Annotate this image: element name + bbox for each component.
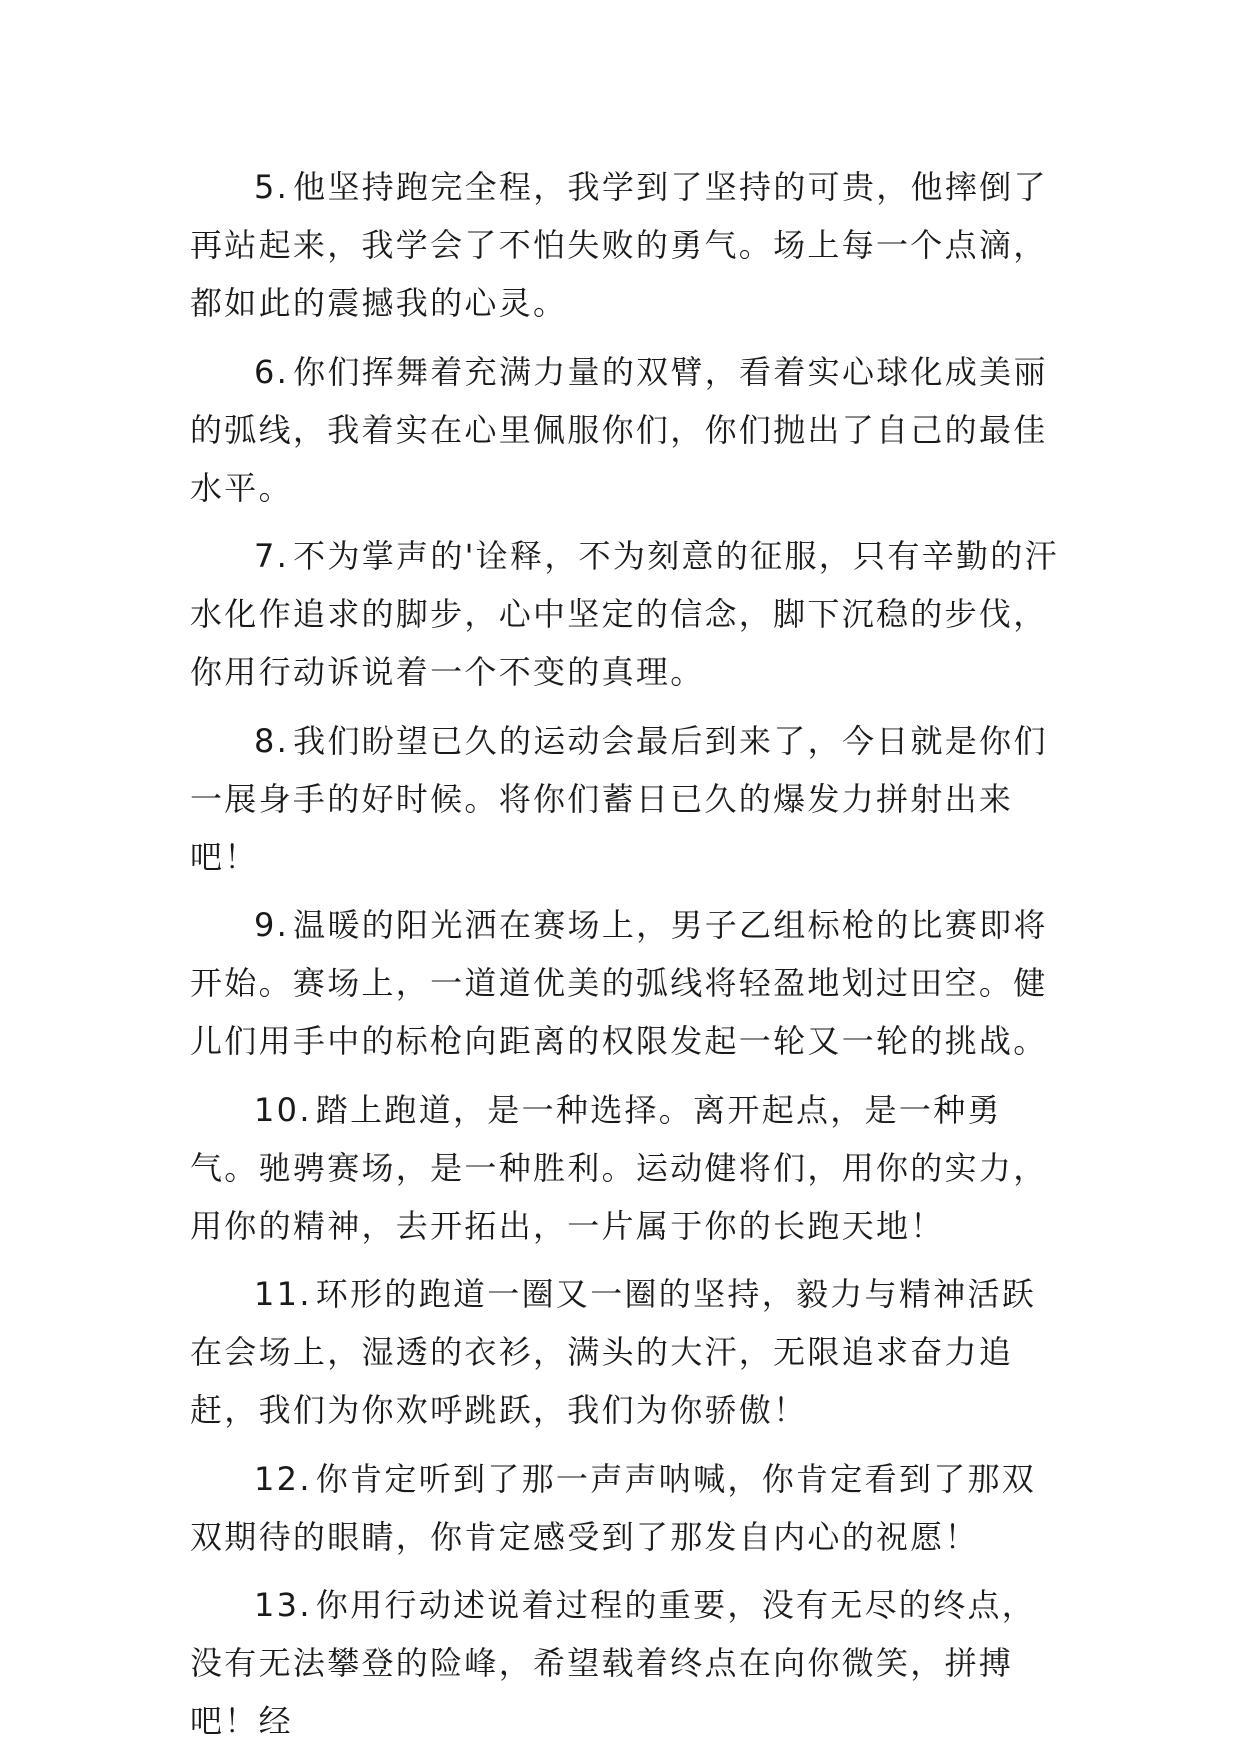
paragraph-text: 你肯定听到了那一声声呐喊，你肯定看到了那双双期待的眼睛，你肯定感受到了那发自内心的祝愿！ xyxy=(190,1459,1037,1556)
paragraph-number: 9. xyxy=(254,906,290,944)
paragraph-8 xyxy=(190,712,1070,886)
paragraph-11 xyxy=(190,1265,1070,1439)
paragraph-number: 8. xyxy=(254,721,290,760)
paragraph-number: 10. xyxy=(254,1090,312,1129)
paragraph-7 xyxy=(190,527,1070,701)
paragraph-12 xyxy=(190,1450,1070,1566)
paragraph-5 xyxy=(190,158,1070,332)
paragraph-text: 不为掌声的'诠释，不为刻意的征服，只有辛勤的汗水化作追求的脚步，心中坚定的信念，脚下沉稳的步伐，你用行动诉说着一个不变的真理。 xyxy=(190,537,1059,691)
paragraph-6 xyxy=(190,343,1070,517)
paragraph-text: 他坚持跑完全程，我学到了坚持的可贵，他摔倒了再站起来，我学会了不怕失败的勇气。场上每一个点滴，都如此的震撼我的心灵。 xyxy=(190,168,1048,322)
paragraph-9 xyxy=(190,896,1070,1070)
paragraph-text: 温暖的阳光洒在赛场上，男子乙组标枪的比赛即将开始。赛场上，一道道优美的弧线将轻盈地划过田空。健儿们用手中的标枪向距离的权限发起一轮又一轮的挑战。 xyxy=(190,906,1048,1060)
paragraph-number: 11. xyxy=(254,1275,312,1313)
paragraph-10 xyxy=(190,1081,1070,1255)
paragraph-text: 你们挥舞着充满力量的双臂，看着实心球化成美丽的弧线，我着实在心里佩服你们，你们抛出了自己的最佳水平。 xyxy=(190,352,1048,507)
paragraph-text: 踏上跑道，是一种选择。离开起点，是一种勇气。驰骋赛场，是一种胜利。运动健将们，用你的实力，用你的精神，去开拓出，一片属于你的长跑天地！ xyxy=(190,1090,1048,1245)
paragraph-number: 7. xyxy=(254,537,290,575)
paragraph-number: 12. xyxy=(254,1459,312,1498)
paragraph-number: 5. xyxy=(254,168,290,206)
paragraph-text: 你用行动述说着过程的重要，没有无尽的终点，没有无法攀登的险峰，希望载着终点在向你微笑，拼搏吧！经 xyxy=(190,1586,1037,1740)
paragraph-text: 环形的跑道一圈又一圈的坚持，毅力与精神活跃在会场上，湿透的衣衫，满头的大汗，无限追求奋力追赶，我们为你欢呼跳跃，我们为你骄傲！ xyxy=(190,1275,1037,1429)
paragraph-13 xyxy=(190,1576,1070,1750)
paragraph-number: 6. xyxy=(254,352,290,391)
paragraph-number: 13. xyxy=(254,1586,312,1624)
document-body xyxy=(190,158,1070,1750)
paragraph-text: 我们盼望已久的运动会最后到来了，今日就是你们一展身手的好时候。将你们蓄日已久的爆发力拼射出来吧！ xyxy=(190,721,1048,876)
